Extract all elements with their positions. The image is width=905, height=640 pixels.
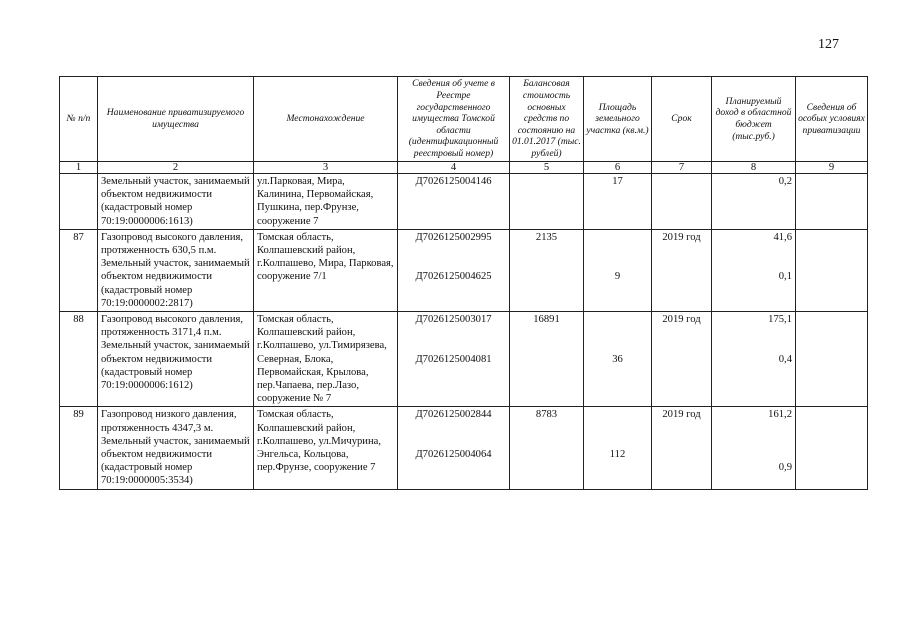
header-conditions: Сведения об особых условиях приватизации <box>796 77 868 162</box>
row-name <box>98 407 254 489</box>
row-name-object: Газопровод низкого давления, протяженность 4347,3 м. <box>101 409 237 434</box>
table-row <box>60 407 868 489</box>
row-area-value: 112 <box>609 449 626 461</box>
row-name-object: Газопровод высокого давления, протяженность 630,5 п.м. <box>101 231 244 257</box>
column-number: 3 <box>254 162 398 174</box>
row-income <box>712 229 796 311</box>
row-name-land: Земельный участок, занимаемый объектом недвижимости (кадастровый номер 70:19:0000006:1612) <box>101 340 250 392</box>
row-registry <box>398 174 510 230</box>
row-income-land: 0,9 <box>778 462 792 474</box>
column-number: 1 <box>60 162 98 174</box>
header-cost: Балансовая стоимость основных средств по состоянию на 01.01.2017 (тыс. рублей) <box>510 77 584 162</box>
row-income-object: 161,2 <box>768 409 792 421</box>
row-conditions <box>796 312 868 407</box>
row-registry-land: Д7026125004064 <box>415 449 492 461</box>
header-registry: Сведения об учете в Реестре государственного имущества Томской области (идентификационный реестровый номер) <box>398 77 510 162</box>
row-name <box>98 229 254 311</box>
row-registry <box>398 229 510 311</box>
row-registry <box>398 407 510 489</box>
table-row <box>60 229 868 311</box>
header-income: Планируемый доход в областной бюджет (тыс.руб.) <box>712 77 796 162</box>
row-num <box>60 174 98 230</box>
row-cost: 2135 <box>510 229 584 311</box>
row-area-value: 36 <box>612 353 623 365</box>
row-num: 88 <box>60 312 98 407</box>
row-area <box>584 407 652 489</box>
row-name <box>98 174 254 230</box>
column-number: 9 <box>796 162 868 174</box>
row-area-value: 9 <box>614 271 621 283</box>
header-name: Наименование приватизируемого имущества <box>98 77 254 162</box>
row-area <box>584 229 652 311</box>
row-location: Томская область, Колпашевский район, г.Колпашево, Мира, Парковая, сооружение 7/1 <box>254 229 398 311</box>
row-income-object: 175,1 <box>768 314 792 326</box>
row-term: 2019 год <box>652 407 712 489</box>
column-number: 6 <box>584 162 652 174</box>
row-name <box>98 312 254 407</box>
row-registry-land: Д7026125004081 <box>415 353 492 365</box>
row-num: 87 <box>60 229 98 311</box>
privatization-table <box>59 76 868 490</box>
table-row <box>60 312 868 407</box>
row-name-land: Земельный участок, занимаемый объектом недвижимости (кадастровый номер 70:19:0000005:3534) <box>101 435 250 487</box>
row-registry-object: Д7026125002844 <box>415 409 492 421</box>
row-location: ул.Парковая, Мира, Калинина, Первомайская, Пушкина, пер.Фрунзе, сооружение 7 <box>254 174 398 230</box>
row-registry-number: Д7026125004146 <box>415 176 492 187</box>
header-term: Срок <box>652 77 712 162</box>
row-location: Томская область, Колпашевский район, г.Колпашево, ул.Мичурина, Энгельса, Кольцова, пер.Фрунзе, сооружение 7 <box>254 407 398 489</box>
column-number: 8 <box>712 162 796 174</box>
row-income <box>712 174 796 230</box>
row-area-value: 17 <box>612 176 623 187</box>
row-name-object: Газопровод высокого давления, протяженность 3171,4 п.м. <box>101 314 244 339</box>
row-registry-object: Д7026125002995 <box>415 231 492 243</box>
row-conditions <box>796 229 868 311</box>
row-name-text: Земельный участок, занимаемый объектом недвижимости (кадастровый номер 70:19:0000006:1613) <box>101 176 250 227</box>
row-income-land: 0,4 <box>778 353 792 365</box>
column-number: 4 <box>398 162 510 174</box>
row-name-land: Земельный участок, занимаемый объектом недвижимости (кадастровый номер 70:19:0000002:2817) <box>101 258 250 309</box>
row-income <box>712 312 796 407</box>
row-registry <box>398 312 510 407</box>
row-term: 2019 год <box>652 229 712 311</box>
row-income-value: 0,2 <box>778 176 792 187</box>
row-cost: 16891 <box>510 312 584 407</box>
table-row <box>60 174 868 230</box>
row-area <box>584 174 652 230</box>
row-cost <box>510 174 584 230</box>
row-income <box>712 407 796 489</box>
row-conditions <box>796 407 868 489</box>
column-number-row <box>60 162 868 174</box>
row-income-object: 41,6 <box>773 231 792 243</box>
header-location: Местонахождение <box>254 77 398 162</box>
page-number: 127 <box>818 37 839 52</box>
row-term <box>652 174 712 230</box>
row-registry-land: Д7026125004625 <box>415 271 492 283</box>
row-num: 89 <box>60 407 98 489</box>
row-conditions <box>796 174 868 230</box>
row-registry-object: Д7026125003017 <box>415 314 492 326</box>
row-term: 2019 год <box>652 312 712 407</box>
row-area <box>584 312 652 407</box>
row-income-land: 0,1 <box>778 271 792 283</box>
row-cost: 8783 <box>510 407 584 489</box>
row-location: Томская область, Колпашевский район, г.Колпашево, ул.Тимирязева, Северная, Блока, Первомайская, Крылова, пер.Чапаева, пер.Лазо, сооружение № 7 <box>254 312 398 407</box>
header-num: № п/п <box>60 77 98 162</box>
header-area: Площадь земельного участка (кв.м.) <box>584 77 652 162</box>
header-row <box>60 77 868 162</box>
column-number: 5 <box>510 162 584 174</box>
column-number: 7 <box>652 162 712 174</box>
column-number: 2 <box>98 162 254 174</box>
